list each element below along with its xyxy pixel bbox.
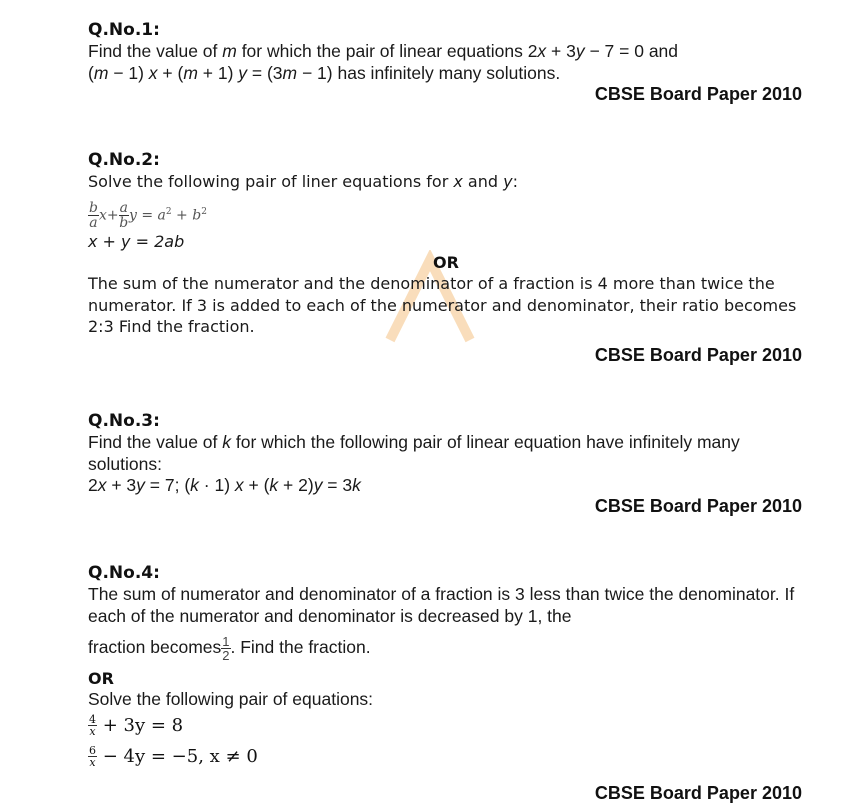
text: Find the value of — [88, 41, 223, 61]
source-label: CBSE Board Paper 2010 — [594, 345, 802, 365]
numerator: 6 — [89, 744, 96, 757]
var: y — [238, 62, 248, 83]
question-number: Q.No.3: — [88, 411, 160, 431]
text: · 1) — [198, 475, 235, 495]
text: + 3y = 8 — [97, 714, 184, 736]
var: y — [503, 172, 513, 191]
var: k — [269, 475, 279, 495]
var: m — [183, 62, 198, 83]
text: y = a — [128, 207, 166, 224]
text: − 7 = 0 and — [584, 41, 679, 61]
var: m — [222, 41, 237, 61]
text: + 3 — [546, 41, 576, 61]
var: m — [282, 62, 298, 83]
text: = 7; ( — [144, 475, 191, 495]
question-text-line — [88, 627, 808, 667]
denominator: a — [89, 214, 98, 231]
text: for which the following pair of linear equation have infinitely many solutions: — [88, 432, 740, 474]
text: = (3 — [247, 62, 283, 83]
text: − 1) has infinitely many solutions. — [297, 62, 561, 83]
numerator: b — [89, 199, 98, 216]
text: : — [512, 172, 518, 191]
text: 2 — [88, 475, 98, 495]
question-text: The sum of numerator and denominator of a fraction is 3 less than twice the denominator. If each of the numerator and denominator is decreased by 1, the — [88, 584, 795, 626]
text: fraction becomes — [88, 637, 222, 657]
equation-1 — [88, 193, 808, 231]
fraction — [88, 201, 99, 230]
var: x — [97, 475, 107, 495]
var: k — [352, 475, 361, 495]
var: x — [234, 475, 244, 495]
var: m — [93, 62, 109, 83]
question-text — [88, 41, 808, 84]
question-number: Q.No.4: — [88, 563, 160, 583]
question-4 — [88, 563, 808, 773]
text: − 4y = −5, x ≠ 0 — [97, 745, 258, 767]
fraction — [221, 635, 230, 662]
var: x — [453, 172, 463, 191]
var: y — [313, 475, 323, 495]
alternative-text: The sum of the numerator and the denominator of a fraction is 4 more than twice the numerator. If 3 is added to each of the numerator and denominator, their ratio becomes 2:3 Find the fraction. — [88, 274, 797, 336]
text: + ( — [157, 62, 184, 83]
text: + 1) — [197, 62, 239, 83]
question-1 — [88, 20, 808, 84]
numerator: 1 — [222, 633, 230, 649]
or-separator: OR — [88, 669, 114, 688]
fraction — [119, 201, 129, 230]
var: x — [537, 41, 547, 61]
question-number: Q.No.1: — [88, 20, 160, 40]
exponent: 2 — [165, 206, 172, 217]
text: and — [462, 172, 504, 191]
denominator: 2 — [222, 647, 230, 663]
fraction — [88, 745, 97, 768]
or-separator: OR — [433, 253, 459, 272]
var: y — [136, 475, 145, 495]
denominator: b — [119, 214, 129, 231]
text: + 3 — [106, 475, 137, 495]
text: Solve the following pair of liner equations for — [88, 172, 454, 191]
exponent: 2 — [201, 206, 207, 217]
var: x — [148, 62, 158, 83]
equation — [88, 475, 808, 497]
fraction — [88, 714, 97, 737]
question-2 — [88, 150, 808, 338]
source-label: CBSE Board Paper 2010 — [594, 84, 802, 104]
denominator: x — [89, 725, 96, 738]
text: − 1) — [108, 62, 149, 83]
text: = 3 — [322, 475, 353, 495]
numerator: a — [119, 199, 128, 216]
question-intro — [88, 171, 808, 193]
text: + b — [171, 207, 202, 224]
denominator: x — [89, 756, 96, 769]
text: Find the value of — [88, 432, 223, 452]
text: x+ — [98, 207, 119, 224]
alt-equation-1 — [88, 711, 808, 741]
text: + ( — [243, 475, 270, 495]
text: . Find the fraction. — [230, 637, 371, 657]
var: k — [190, 475, 199, 495]
var: y — [575, 41, 585, 61]
source-label: CBSE Board Paper 2010 — [594, 496, 802, 516]
question-3 — [88, 411, 808, 497]
text: + 2) — [278, 475, 314, 495]
var: k — [222, 432, 231, 452]
equation-2: x + y = 2ab — [88, 231, 185, 251]
numerator: 4 — [89, 713, 96, 726]
text: ( — [88, 62, 94, 83]
alternative-intro: Solve the following pair of equations: — [88, 689, 374, 709]
alt-equation-2 — [88, 741, 808, 773]
source-label: CBSE Board Paper 2010 — [594, 783, 802, 803]
question-text — [88, 432, 804, 475]
question-number: Q.No.2: — [88, 150, 160, 170]
text: for which the pair of linear equations 2 — [236, 41, 538, 61]
